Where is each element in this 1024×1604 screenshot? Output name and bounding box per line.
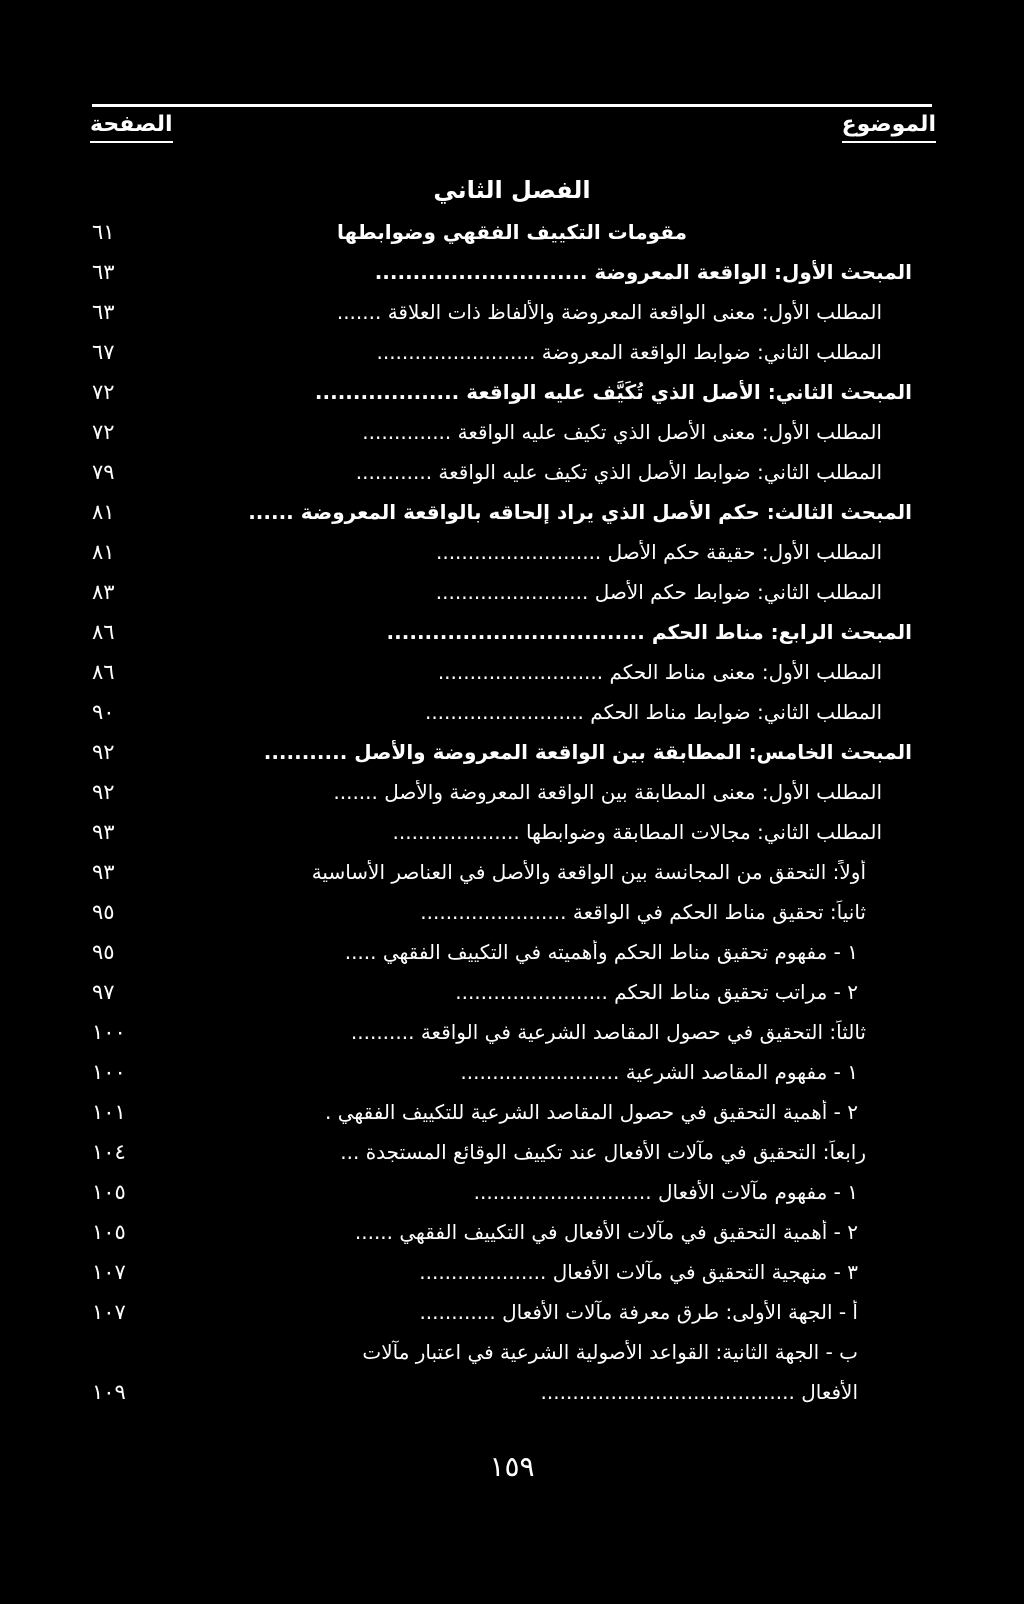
toc-entry-title: ١ - مفهوم المقاصد الشرعية ......................... bbox=[460, 1060, 858, 1084]
toc-entry-title: المبحث الأول: الواقعة المعروضة ............................ bbox=[374, 260, 912, 284]
toc-entry bbox=[0, 812, 1024, 852]
toc-entry-page: ١٠٧ bbox=[92, 1300, 126, 1324]
toc-entry bbox=[0, 852, 1024, 892]
toc-entry-title: المبحث الخامس: المطابقة بين الواقعة المعروضة والأصل ........... bbox=[263, 740, 912, 764]
toc-entry-title: ١ - مفهوم تحقيق مناط الحكم وأهميته في التكييف الفقهي ..... bbox=[344, 940, 858, 964]
toc-entry bbox=[0, 1252, 1024, 1292]
toc-entry bbox=[0, 1332, 1024, 1372]
toc-entry-page: ٨٣ bbox=[92, 580, 115, 604]
toc-entry-title: المطلب الأول: معنى الأصل الذي تكيف عليه الواقعة .............. bbox=[362, 420, 882, 444]
toc-entry-title: الأفعال ........................................ bbox=[540, 1380, 858, 1404]
toc-entry-page: ٨١ bbox=[92, 500, 115, 524]
toc-entry bbox=[0, 892, 1024, 932]
toc-entry-page: ٦١ bbox=[92, 220, 115, 244]
toc-entry-page: ١٠٠ bbox=[92, 1020, 126, 1044]
toc-list bbox=[0, 212, 1024, 1412]
toc-entry-title: المبحث الثالث: حكم الأصل الذي يراد إلحاقه بالواقعة المعروضة ...... bbox=[248, 500, 912, 524]
toc-entry bbox=[0, 692, 1024, 732]
toc-entry-page: ٩٧ bbox=[92, 980, 115, 1004]
toc-entry bbox=[0, 1012, 1024, 1052]
toc-entry bbox=[0, 1292, 1024, 1332]
toc-entry-page: ٩٣ bbox=[92, 820, 115, 844]
chapter-title: الفصل الثاني bbox=[433, 176, 591, 204]
toc-entry-title: مقومات التكييف الفقهي وضوابطها bbox=[337, 220, 687, 244]
toc-entry-title: ثالثاً: التحقيق في حصول المقاصد الشرعية في الواقعة .......... bbox=[350, 1020, 866, 1044]
toc-entry-title: المطلب الثاني: مجالات المطابقة وضوابطها .................... bbox=[392, 820, 882, 844]
toc-entry-page: ١٠٤ bbox=[92, 1140, 126, 1164]
toc-entry-page: ٩٢ bbox=[92, 740, 115, 764]
toc-entry-page: ٧٩ bbox=[92, 460, 115, 484]
column-header-page: الصفحة bbox=[90, 112, 173, 143]
toc-entry-page: ٩٣ bbox=[92, 860, 115, 884]
toc-entry-title: المطلب الأول: حقيقة حكم الأصل .......................... bbox=[435, 540, 882, 564]
toc-entry-title: المطلب الأول: معنى المطابقة بين الواقعة المعروضة والأصل ....... bbox=[333, 780, 882, 804]
toc-entry bbox=[0, 452, 1024, 492]
toc-entry bbox=[0, 732, 1024, 772]
page-number: ١٥٩ bbox=[489, 1450, 535, 1483]
toc-entry-page: ٨٦ bbox=[92, 660, 115, 684]
toc-entry-title: ٣ - منهجية التحقيق في مآلات الأفعال .................... bbox=[419, 1260, 858, 1284]
toc-entry-page: ٨٦ bbox=[92, 620, 115, 644]
toc-entry bbox=[0, 252, 1024, 292]
toc-entry-page: ١٠٧ bbox=[92, 1260, 126, 1284]
toc-entry bbox=[0, 772, 1024, 812]
toc-entry-page: ٦٣ bbox=[92, 260, 115, 284]
toc-entry bbox=[0, 412, 1024, 452]
toc-entry-title: رابعاً: التحقيق في مآلات الأفعال عند تكييف الوقائع المستجدة ... bbox=[340, 1140, 866, 1164]
toc-entry bbox=[0, 292, 1024, 332]
toc-entry-page: ١٠١ bbox=[92, 1100, 126, 1124]
toc-entry-title: المبحث الثاني: الأصل الذي تُكَيَّف عليه الواقعة ................... bbox=[314, 380, 912, 404]
toc-entry bbox=[0, 1372, 1024, 1412]
column-header-topic: الموضوع bbox=[842, 112, 936, 143]
toc-entry-title: ٢ - أهمية التحقيق في حصول المقاصد الشرعية للتكييف الفقهي . bbox=[324, 1100, 858, 1124]
toc-entry-title: ١ - مفهوم مآلات الأفعال ............................ bbox=[473, 1180, 858, 1204]
toc-entry bbox=[0, 332, 1024, 372]
toc-entry bbox=[0, 612, 1024, 652]
toc-entry bbox=[0, 972, 1024, 1012]
toc-entry-page: ١٠٠ bbox=[92, 1060, 126, 1084]
toc-entry-page: ٧٢ bbox=[92, 420, 115, 444]
toc-entry-page: ١٠٩ bbox=[92, 1380, 126, 1404]
toc-entry bbox=[0, 572, 1024, 612]
toc-entry bbox=[0, 1132, 1024, 1172]
toc-entry-title: المطلب الثاني: ضوابط مناط الحكم ......................... bbox=[424, 700, 882, 724]
toc-entry-title: ب - الجهة الثانية: القواعد الأصولية الشرعية في اعتبار مآلات bbox=[362, 1340, 858, 1364]
toc-entry bbox=[0, 1172, 1024, 1212]
toc-entry-title: ٢ - مراتب تحقيق مناط الحكم ........................ bbox=[455, 980, 858, 1004]
toc-entry bbox=[0, 492, 1024, 532]
toc-entry-page: ٧٢ bbox=[92, 380, 115, 404]
toc-entry-title: المطلب الثاني: ضوابط الواقعة المعروضة ......................... bbox=[376, 340, 882, 364]
toc-entry-title: المطلب الثاني: ضوابط حكم الأصل ........................ bbox=[435, 580, 882, 604]
toc-entry bbox=[0, 212, 1024, 252]
toc-entry-page: ٦٣ bbox=[92, 300, 115, 324]
toc-entry-title: المطلب الثاني: ضوابط الأصل الذي تكيف عليه الواقعة ............ bbox=[355, 460, 882, 484]
toc-entry-title: المبحث الرابع: مناط الحكم .................................. bbox=[386, 620, 912, 644]
toc-entry-page: ١٠٥ bbox=[92, 1220, 126, 1244]
toc-entry bbox=[0, 932, 1024, 972]
toc-entry bbox=[0, 1092, 1024, 1132]
toc-entry bbox=[0, 652, 1024, 692]
toc-entry-title: المطلب الأول: معنى الواقعة المعروضة والألفاظ ذات العلاقة ....... bbox=[336, 300, 882, 324]
header-rule bbox=[92, 104, 932, 107]
toc-entry-page: ٩٥ bbox=[92, 940, 115, 964]
toc-entry bbox=[0, 372, 1024, 412]
toc-entry-title: أ - الجهة الأولى: طرق معرفة مآلات الأفعال ............ bbox=[419, 1300, 858, 1324]
toc-entry-title: ٢ - أهمية التحقيق في مآلات الأفعال في التكييف الفقهي ...... bbox=[354, 1220, 858, 1244]
toc-entry-page: ٦٧ bbox=[92, 340, 115, 364]
toc-entry bbox=[0, 532, 1024, 572]
toc-entry-page: ٩٠ bbox=[92, 700, 115, 724]
toc-entry-title: المطلب الأول: معنى مناط الحكم .......................... bbox=[437, 660, 882, 684]
toc-entry-page: ٨١ bbox=[92, 540, 115, 564]
toc-entry-page: ١٠٥ bbox=[92, 1180, 126, 1204]
toc-entry bbox=[0, 1052, 1024, 1092]
toc-entry-page: ٩٥ bbox=[92, 900, 115, 924]
toc-entry-title: أولاً: التحقق من المجانسة بين الواقعة والأصل في العناصر الأساسية bbox=[311, 860, 866, 884]
toc-entry-title: ثانياً: تحقيق مناط الحكم في الواقعة ....................... bbox=[420, 900, 866, 924]
toc-entry bbox=[0, 1212, 1024, 1252]
toc-entry-page: ٩٢ bbox=[92, 780, 115, 804]
